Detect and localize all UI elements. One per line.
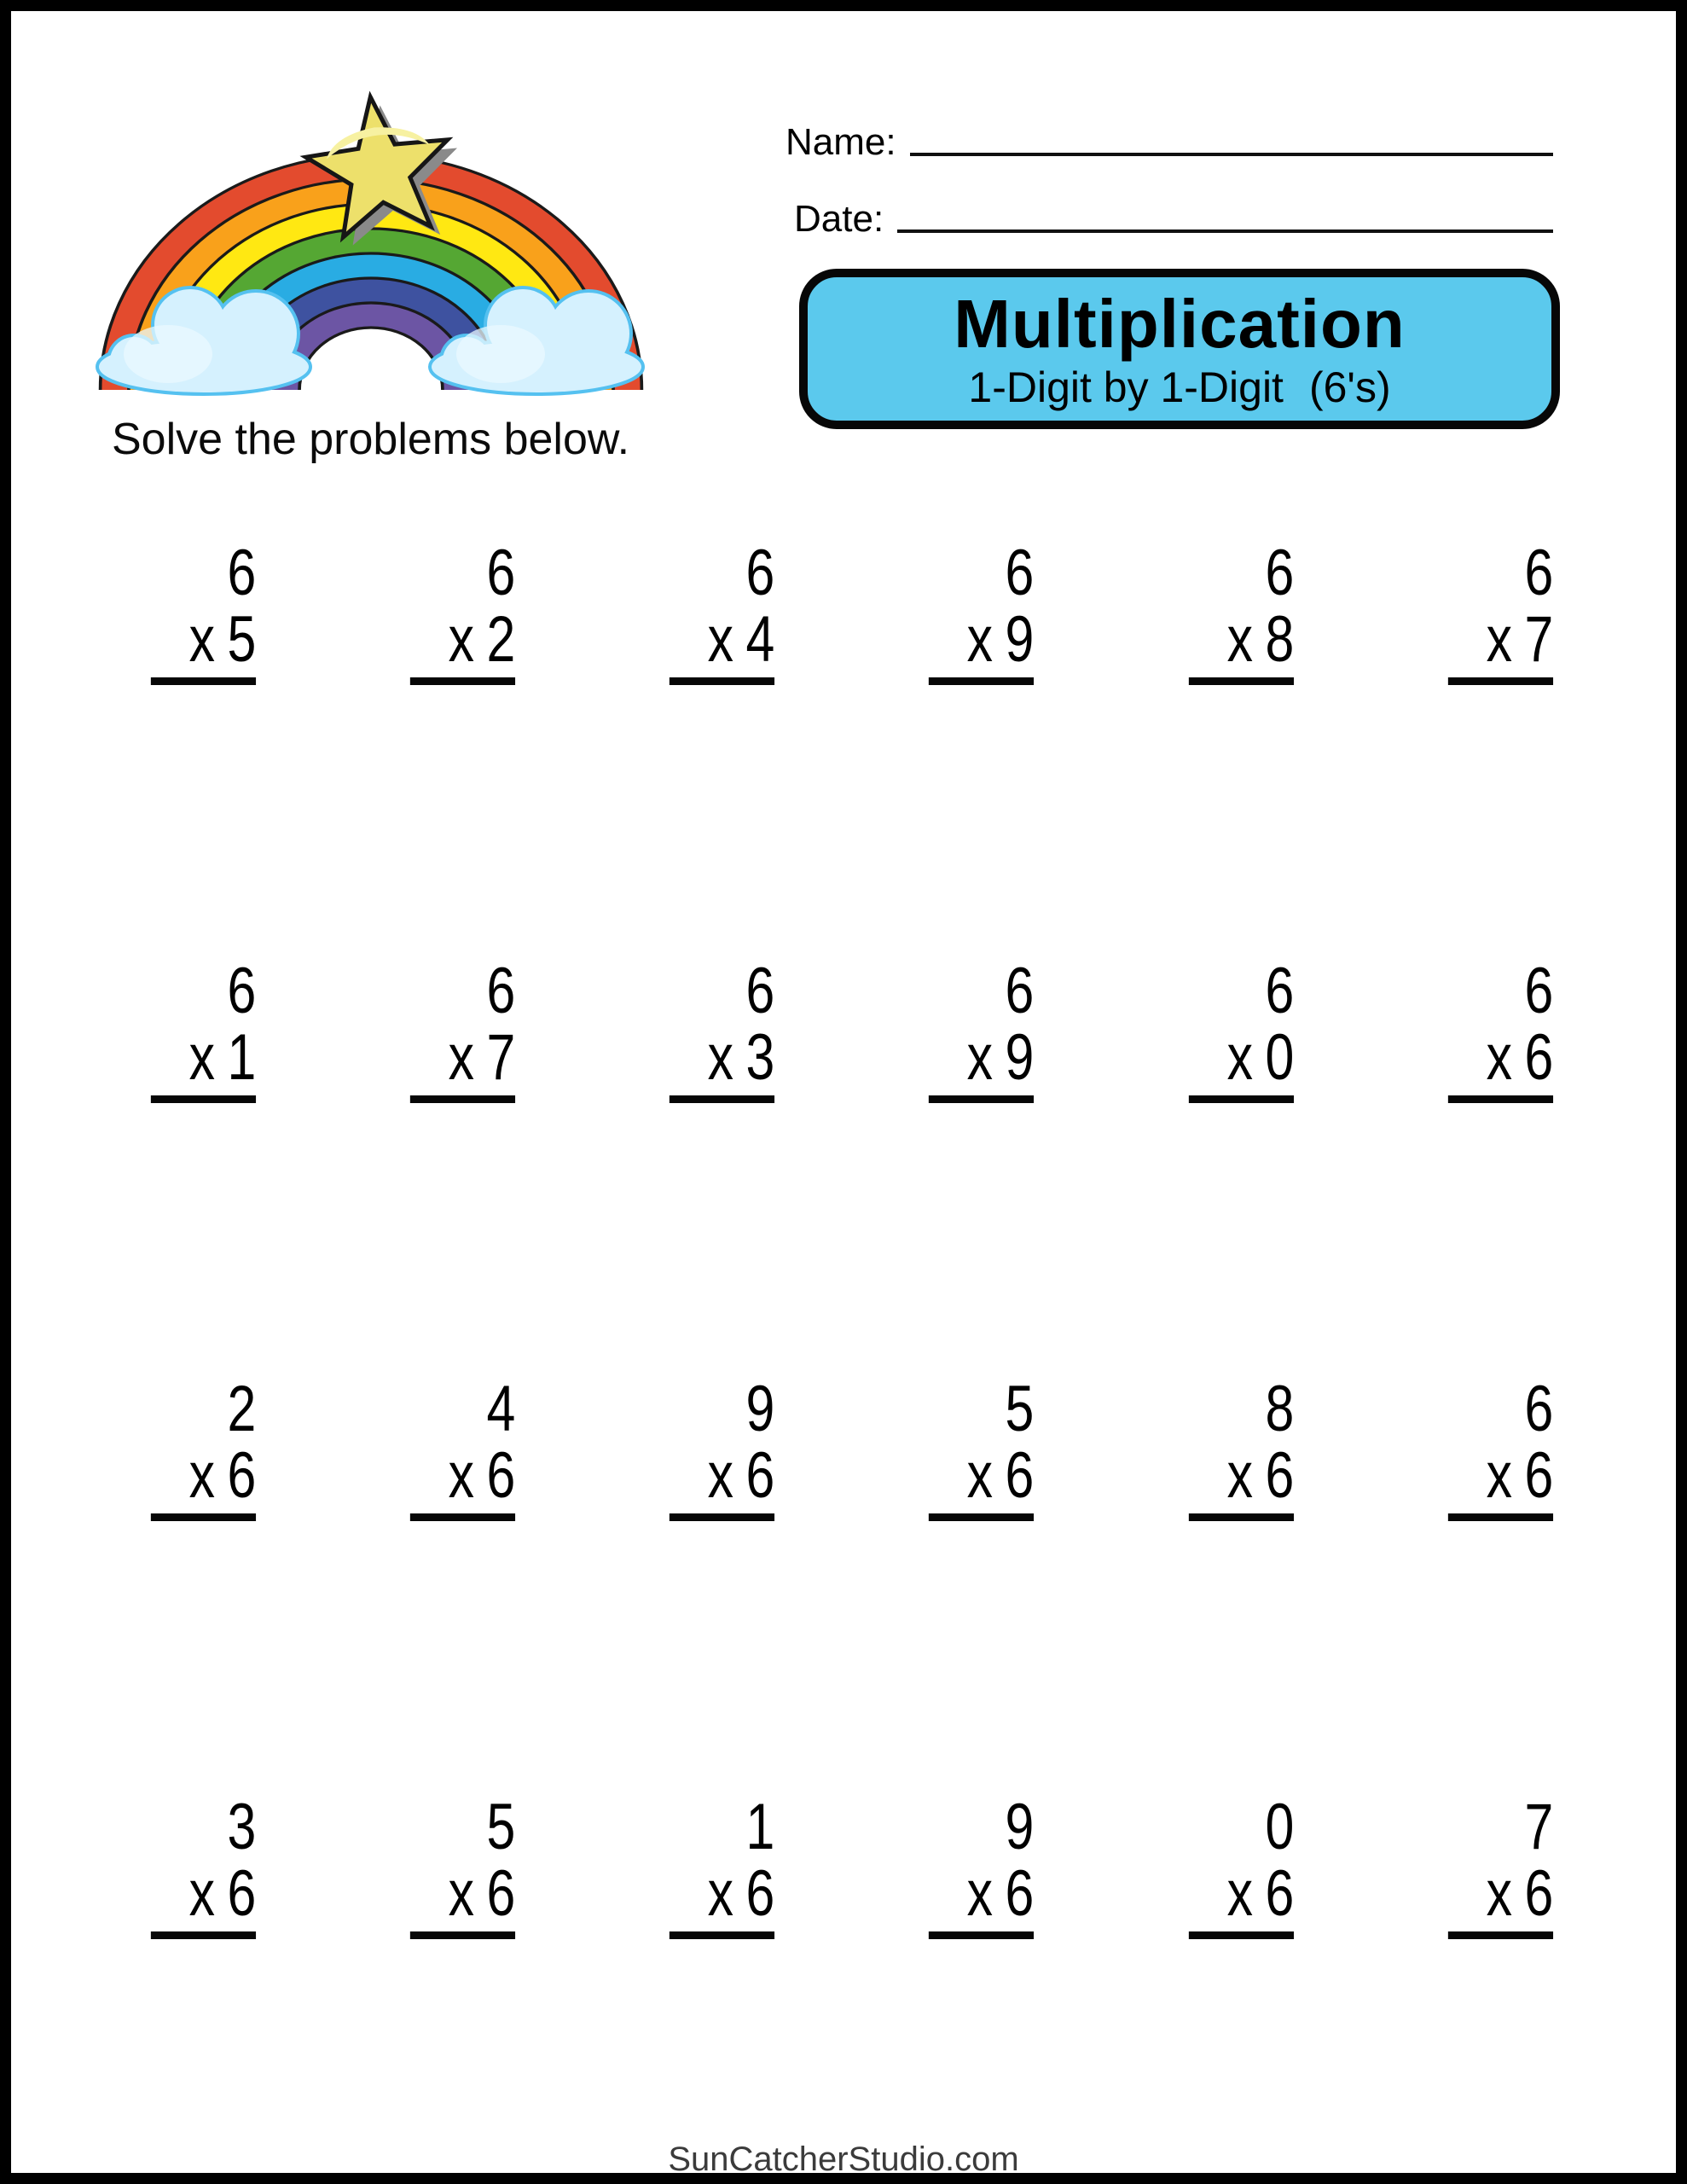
problem xyxy=(929,955,1035,1103)
problem xyxy=(670,955,775,1103)
problem-bottom-line xyxy=(410,1021,516,1103)
problem-bottom-line xyxy=(151,1021,257,1103)
multiply-sign: x xyxy=(1226,1857,1253,1930)
worksheet-subtitle xyxy=(808,364,1551,410)
problem-bottom-number: 9 xyxy=(1005,1021,1035,1094)
problem-bottom-number: 5 xyxy=(227,603,257,676)
problems-row-3 xyxy=(125,1373,1553,1521)
problem xyxy=(410,1791,516,1939)
multiply-sign: x xyxy=(188,1021,216,1094)
problem-top-number: 8 xyxy=(1265,1373,1294,1445)
problem xyxy=(929,1791,1035,1939)
problem xyxy=(1448,1373,1553,1521)
problem-bottom-line xyxy=(670,1857,775,1939)
problem-top-number: 6 xyxy=(1005,955,1035,1027)
instruction-text: Solve the problems below. xyxy=(112,415,630,464)
problem-top-number: 4 xyxy=(486,1373,516,1445)
date-field-row xyxy=(786,197,1553,240)
problem-bottom-number: 6 xyxy=(486,1857,516,1930)
problem-top-number: 2 xyxy=(227,1373,257,1445)
problem-top-number: 1 xyxy=(745,1791,775,1863)
multiply-sign: x xyxy=(707,1857,734,1930)
problem-bottom-line xyxy=(1188,603,1294,685)
problem-bottom-line xyxy=(670,1021,775,1103)
problem-bottom-line xyxy=(151,1857,257,1939)
problem-bottom-number: 7 xyxy=(1524,603,1553,676)
multiply-sign: x xyxy=(1226,1439,1253,1512)
name-field-row xyxy=(786,120,1553,163)
rainbow-graphic xyxy=(90,69,652,404)
problem xyxy=(151,1373,257,1521)
problem xyxy=(1448,1791,1553,1939)
multiply-sign: x xyxy=(1486,603,1512,676)
multiply-sign: x xyxy=(448,603,475,676)
multiply-sign: x xyxy=(967,603,994,676)
problem-top-number: 6 xyxy=(1524,955,1553,1027)
problem xyxy=(1188,1791,1294,1939)
problem xyxy=(1188,1373,1294,1521)
rainbow-icon xyxy=(90,69,652,404)
problem xyxy=(1448,955,1553,1103)
title-box xyxy=(799,269,1560,429)
problem-top-number: 3 xyxy=(227,1791,257,1863)
problems-row-4 xyxy=(125,1791,1553,1939)
problem xyxy=(929,537,1035,685)
multiply-sign: x xyxy=(967,1021,994,1094)
problem-bottom-number: 6 xyxy=(227,1439,257,1512)
problem-top-number: 5 xyxy=(486,1791,516,1863)
worksheet-title: Multiplication xyxy=(954,286,1406,362)
problem-bottom-number: 6 xyxy=(1265,1857,1294,1930)
problem-bottom-number: 6 xyxy=(1524,1021,1553,1094)
problem xyxy=(1188,537,1294,685)
problem-bottom-line xyxy=(1448,1857,1553,1939)
multiply-sign: x xyxy=(448,1857,475,1930)
problem-bottom-line xyxy=(1448,1439,1553,1521)
date-blank-line xyxy=(897,229,1553,233)
multiply-sign: x xyxy=(188,603,216,676)
problem-top-number: 7 xyxy=(1524,1791,1553,1863)
multiply-sign: x xyxy=(967,1439,994,1512)
problem-bottom-number: 2 xyxy=(486,603,516,676)
problem-bottom-number: 6 xyxy=(1005,1857,1035,1930)
problem-top-number: 6 xyxy=(1524,1373,1553,1445)
problem-bottom-line xyxy=(1188,1021,1294,1103)
problem-top-number: 6 xyxy=(486,537,516,609)
problem xyxy=(1448,537,1553,685)
multiply-sign: x xyxy=(1226,603,1253,676)
problem-bottom-number: 3 xyxy=(745,1021,775,1094)
problem-bottom-line xyxy=(410,1857,516,1939)
multiply-sign: x xyxy=(1486,1857,1512,1930)
problems-row-2 xyxy=(125,955,1553,1103)
name-label: Name: xyxy=(786,121,896,163)
multiply-sign: x xyxy=(1486,1021,1512,1094)
problem-bottom-line xyxy=(151,603,257,685)
problem xyxy=(670,537,775,685)
date-label: Date: xyxy=(794,198,884,240)
problem xyxy=(410,955,516,1103)
multiply-sign: x xyxy=(707,1021,734,1094)
problem-bottom-number: 7 xyxy=(486,1021,516,1094)
problem-bottom-number: 6 xyxy=(1524,1439,1553,1512)
problem-bottom-line xyxy=(1448,603,1553,685)
problem-bottom-number: 6 xyxy=(1524,1857,1553,1930)
problem xyxy=(151,1791,257,1939)
problem xyxy=(670,1791,775,1939)
problem-bottom-number: 8 xyxy=(1265,603,1294,676)
multiply-sign: x xyxy=(448,1021,475,1094)
problem-bottom-line xyxy=(929,1857,1035,1939)
problem-bottom-number: 4 xyxy=(745,603,775,676)
multiply-sign: x xyxy=(188,1439,216,1512)
problem-bottom-number: 6 xyxy=(1265,1439,1294,1512)
problem-bottom-line xyxy=(670,1439,775,1521)
multiply-sign: x xyxy=(1486,1439,1512,1512)
problem xyxy=(151,537,257,685)
problem-bottom-line xyxy=(1188,1857,1294,1939)
problem-bottom-line xyxy=(670,603,775,685)
problem-top-number: 5 xyxy=(1005,1373,1035,1445)
problem-top-number: 6 xyxy=(745,537,775,609)
problem xyxy=(410,1373,516,1521)
problem xyxy=(929,1373,1035,1521)
problem-top-number: 6 xyxy=(745,955,775,1027)
multiply-sign: x xyxy=(967,1857,994,1930)
problem xyxy=(670,1373,775,1521)
problem-top-number: 6 xyxy=(227,955,257,1027)
problem-bottom-number: 0 xyxy=(1265,1021,1294,1094)
worksheet-subtitle-text: 1-Digit by 1-Digit xyxy=(968,363,1284,411)
problem-bottom-number: 6 xyxy=(1005,1439,1035,1512)
problem-top-number: 6 xyxy=(1005,537,1035,609)
problem xyxy=(1188,955,1294,1103)
problem-top-number: 9 xyxy=(745,1373,775,1445)
problem-top-number: 6 xyxy=(1265,955,1294,1027)
problem-top-number: 6 xyxy=(486,955,516,1027)
worksheet-subtitle-suffix: (6's) xyxy=(1308,363,1391,411)
multiply-sign: x xyxy=(707,1439,734,1512)
site-credit: SunCatcherStudio.com xyxy=(668,2140,1019,2178)
problem-top-number: 6 xyxy=(227,537,257,609)
problem-top-number: 9 xyxy=(1005,1791,1035,1863)
problem-top-number: 6 xyxy=(1524,537,1553,609)
problem-bottom-line xyxy=(1188,1439,1294,1521)
problem-top-number: 6 xyxy=(1265,537,1294,609)
multiply-sign: x xyxy=(448,1439,475,1512)
problem-bottom-line xyxy=(929,603,1035,685)
problem-bottom-number: 9 xyxy=(1005,603,1035,676)
problems-row-1 xyxy=(125,537,1553,685)
problem-bottom-line xyxy=(151,1439,257,1521)
problem-bottom-line xyxy=(1448,1021,1553,1103)
multiply-sign: x xyxy=(1226,1021,1253,1094)
problem-top-number: 0 xyxy=(1265,1791,1294,1863)
problem-bottom-line xyxy=(929,1439,1035,1521)
problem-bottom-line xyxy=(410,1439,516,1521)
multiply-sign: x xyxy=(707,603,734,676)
problem-bottom-number: 6 xyxy=(745,1857,775,1930)
problem-bottom-number: 6 xyxy=(486,1439,516,1512)
problem-bottom-line xyxy=(929,1021,1035,1103)
problem-bottom-line xyxy=(410,603,516,685)
multiply-sign: x xyxy=(188,1857,216,1930)
problem xyxy=(410,537,516,685)
problem xyxy=(151,955,257,1103)
name-blank-line xyxy=(910,153,1553,156)
problem-bottom-number: 1 xyxy=(227,1021,257,1094)
problem-bottom-number: 6 xyxy=(227,1857,257,1930)
problem-bottom-number: 6 xyxy=(745,1439,775,1512)
